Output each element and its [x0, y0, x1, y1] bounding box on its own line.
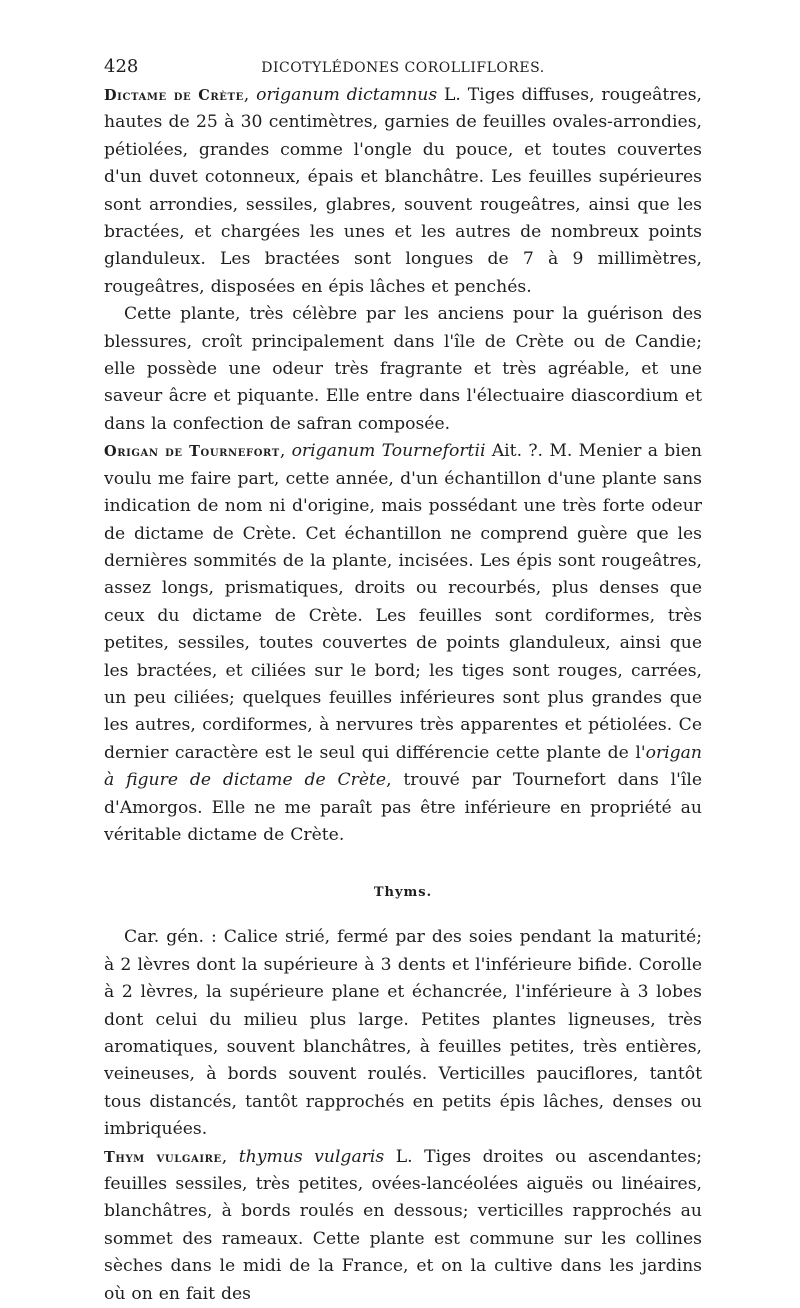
- entry-body-text: L. Tiges diffuses, rougeâtres, hautes de 25 à 30 centimètres, garnies de feuilles ovales-arrondies, pétiolées, grandes comme l'ongle du pouce, et toutes couvertes d'un duvet cotonneux, épais et blanchâtre. Les feuilles supérieures sont arrondies, sessiles, glabres, souvent rougeâtres, ainsi que les bractées, et chargées les unes et les autres de nombreux points glanduleux. Les bractées sont longues de 7 à 9 millimètres, rougeâtres, disposées en épis lâches et penchés.: [104, 85, 702, 297]
- entry-thym-vulgaire: [104, 1144, 702, 1308]
- paragraph-generic-characters: Car. gén. : Calice strié, fermé par des soies pendant la maturité; à 2 lèvres dont la supérieure à 3 dents et l'inférieure bifide. Corolle à 2 lèvres, la supérieure plane et échancrée, l'inférieure à 3 lobes dont celui du milieu plus large. Petites plantes ligneuses, très aromatiques, souvent blanchâtres, à feuilles petites, très entières, veineuses, à bords souvent roulés. Verticilles pauciflores, tantôt tous distancés, tantôt rapprochés en petits épis lâches, denses ou imbriquées.: [104, 927, 702, 1140]
- entry-body-text: Ait. ?. M. Menier a bien voulu me faire part, cette année, d'un échantillon d'une plante sans indication de nom ni d'origine, mais possédant une très forte odeur de dictame de Crète. Cet échantillon ne comprend guère que les dernières sommités de la plante, incisées. Les épis sont rougeâtres, assez longs, prismatiques, droits ou recourbés, plus denses que ceux du dictame de Crète. Les feuilles sont cordiformes, très petites, sessiles, toutes couvertes de points glanduleux, ainsi que les bractées, et ciliées sur le bord; les tiges sont rouges, carrées, un peu ciliées; quelques feuilles inférieures sont plus grandes que les autres, cordiformes, à nervures très apparentes et pétiolées. Ce dernier caractère est le seul qui différencie cette plante de l': [104, 441, 702, 763]
- entry-dictame-de-crete: [104, 82, 702, 301]
- entry-lead-term: Origan de Tournefort: [104, 443, 280, 461]
- entry-body-text-continued: , trouvé par Tournefort dans l'île d'Amorgos. Elle ne me paraît pas être inférieure en propriété au véritable dictame de Crète.: [104, 770, 703, 845]
- entry-separator: ,: [279, 441, 292, 462]
- entry-latin-name: origanum Tournefortii: [291, 441, 486, 462]
- entry-italic-reference: origan à figure de dictame de Crète: [104, 742, 702, 791]
- entry-latin-name: origanum dictamnus: [256, 85, 438, 105]
- section-heading: Thyms.: [373, 885, 433, 901]
- entry-latin-name: thymus vulgaris: [238, 1146, 385, 1167]
- running-head: [104, 52, 702, 82]
- book-page: [104, 52, 702, 1308]
- entry-separator: ,: [221, 1146, 239, 1167]
- running-title: DICOTYLÉDONES COROLLIFLORES.: [261, 60, 545, 76]
- entry-lead-term: Dictame de Crète: [104, 87, 244, 104]
- paragraph-usage: Cette plante, très célèbre par les anciens pour la guérison des blessures, croît principalement dans l'île de Crète ou de Candie; elle possède une odeur très fragrante et très agréable, et une saveur âcre et piquante. Elle entre dans l'électuaire diascordium et dans la confection de safran composée.: [104, 304, 702, 434]
- page-number: 428: [104, 56, 139, 77]
- entry-body-text: L. Tiges droites ou ascendantes; feuilles sessiles, très petites, ovées-lancéolées aiguës ou linéaires, blanchâtres, à bords roulés en dessous; verticilles rapprochés au sommet des rameaux. Cette plante est commune sur les collines sèches dans le midi de la France, et on la cultive dans les jardins où on en fait des: [104, 1146, 702, 1304]
- entry-separator: ,: [243, 85, 257, 105]
- entry-origan-de-tournefort: [104, 438, 702, 849]
- entry-lead-term: Thym vulgaire: [104, 1148, 222, 1166]
